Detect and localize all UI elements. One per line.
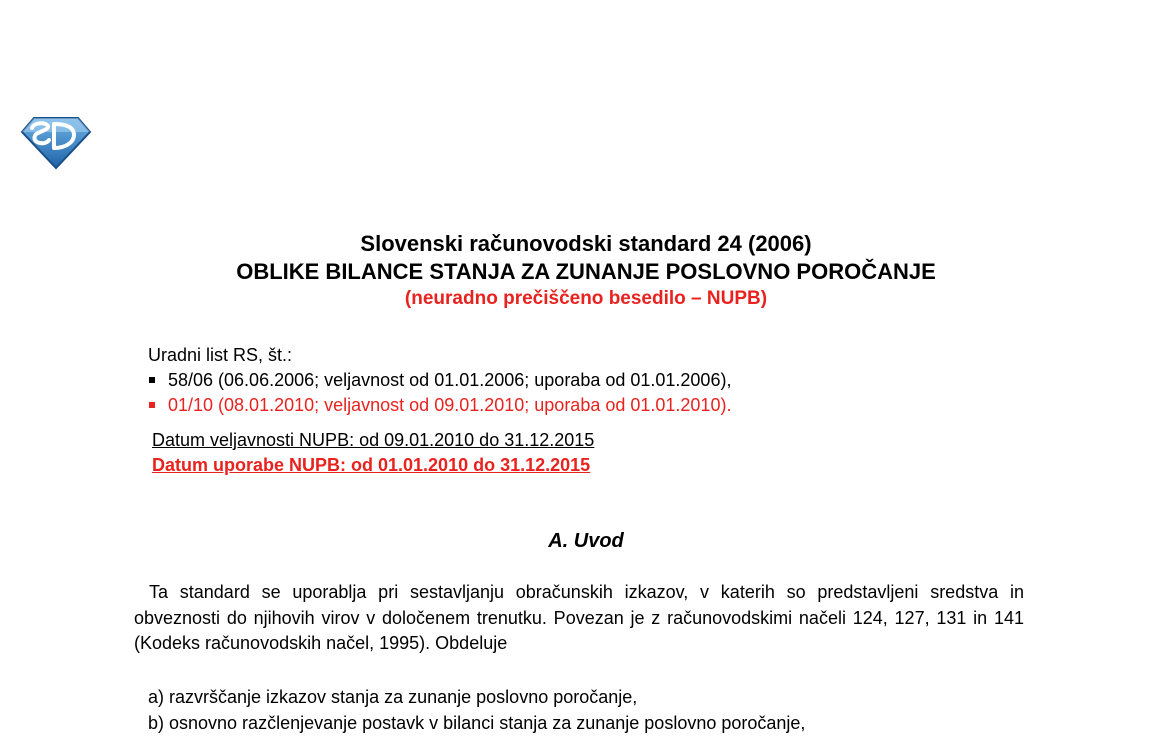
- gazette-references: [148, 343, 731, 418]
- gazette-item: [148, 393, 731, 418]
- list-item: b) osnovno razčlenjevanje postavk v bilanci stanja za zunanje poslovno poročanje,: [148, 713, 806, 733]
- sd-diamond-logo-icon: [20, 116, 92, 170]
- validity-date: Datum veljavnosti NUPB: od 09.01.2010 do 31.12.2015: [152, 430, 595, 450]
- document-note: (neuradno prečiščeno besedilo – NUPB): [404, 288, 768, 309]
- section-heading: A. Uvod: [548, 530, 624, 552]
- gazette-item-text: 58/06 (06.06.2006; veljavnost od 01.01.2006; uporaba od 01.01.2006),: [168, 370, 732, 390]
- square-bullet-icon: [149, 402, 155, 408]
- section-list: [148, 684, 805, 736]
- gazette-item: [148, 368, 731, 393]
- list-item: a) razvrščanje izkazov stanja za zunanje poslovno poročanje,: [148, 687, 638, 707]
- paragraph-text: Ta standard se uporablja pri sestavljanju obračunskih izkazov, v katerih so predstavljeni sredstva in obveznosti do njihovih virov v določenem trenutku. Povezan je z računovodskimi načeli 124, 127, 131 in 141 (Kodeks računovodskih načel, 1995). Obdeluje: [134, 582, 1024, 653]
- square-bullet-icon: [149, 377, 155, 383]
- document-subtitle: OBLIKE BILANCE STANJA ZA ZUNANJE POSLOVNO POROČANJE: [236, 259, 936, 284]
- section-paragraph: [134, 580, 1024, 657]
- document-header: [0, 230, 1157, 312]
- gazette-item-text: 01/10 (08.01.2010; veljavnost od 09.01.2010; uporaba od 01.01.2010).: [168, 395, 732, 415]
- document-title: Slovenski računovodski standard 24 (2006): [360, 231, 812, 256]
- usage-date: Datum uporabe NUPB: od 01.01.2010 do 31.12.2015: [152, 455, 591, 475]
- nupb-dates: [152, 428, 594, 478]
- gazette-label: Uradni list RS, št.:: [148, 345, 293, 365]
- gazette-list: [148, 368, 731, 418]
